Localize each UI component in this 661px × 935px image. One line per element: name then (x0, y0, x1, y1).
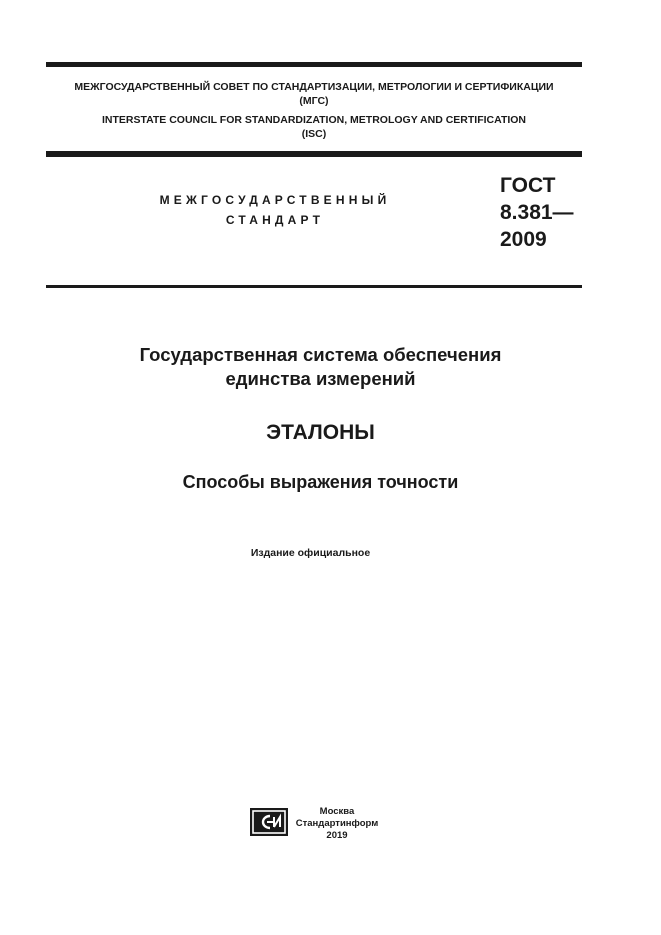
council-name-en (46, 113, 582, 141)
standartinform-logo-icon (250, 808, 288, 836)
imprint-city: Москва (319, 806, 355, 817)
gost-label: ГОСТ (500, 174, 556, 197)
imprint-year: 2019 (326, 830, 348, 841)
council-name-ru (46, 80, 582, 108)
top-rule (46, 62, 582, 67)
standard-type-line-1: МЕЖГОСУДАРСТВЕННЫЙ (159, 193, 391, 207)
imprint-publisher: Стандартинформ (295, 818, 379, 829)
edition-note: Издание официальное (250, 547, 371, 559)
document-main-title: ЭТАЛОНЫ (266, 421, 375, 444)
gost-designation (500, 172, 574, 253)
council-abbr-ru: (МГС) (299, 95, 329, 107)
imprint (292, 806, 382, 842)
council-abbr-en: (ISC) (301, 128, 327, 140)
council-name-en-text: INTERSTATE COUNCIL FOR STANDARDIZATION, METROLOGY AND CERTIFICATION (101, 114, 527, 126)
gost-number: 8.381— (500, 201, 574, 224)
document-title-line-2: единства измерений (225, 368, 416, 389)
standard-type-line-2: СТАНДАРТ (225, 213, 325, 227)
document-subtitle: Способы выражения точности (182, 472, 459, 492)
document-title-line-1: Государственная система обеспечения (139, 344, 502, 365)
gost-year: 2009 (500, 228, 547, 251)
bottom-rule (46, 285, 582, 288)
middle-rule (46, 151, 582, 157)
council-name-ru-text: МЕЖГОСУДАРСТВЕННЫЙ СОВЕТ ПО СТАНДАРТИЗАЦИИ, МЕТРОЛОГИИ И СЕРТИФИКАЦИИ (74, 81, 554, 93)
